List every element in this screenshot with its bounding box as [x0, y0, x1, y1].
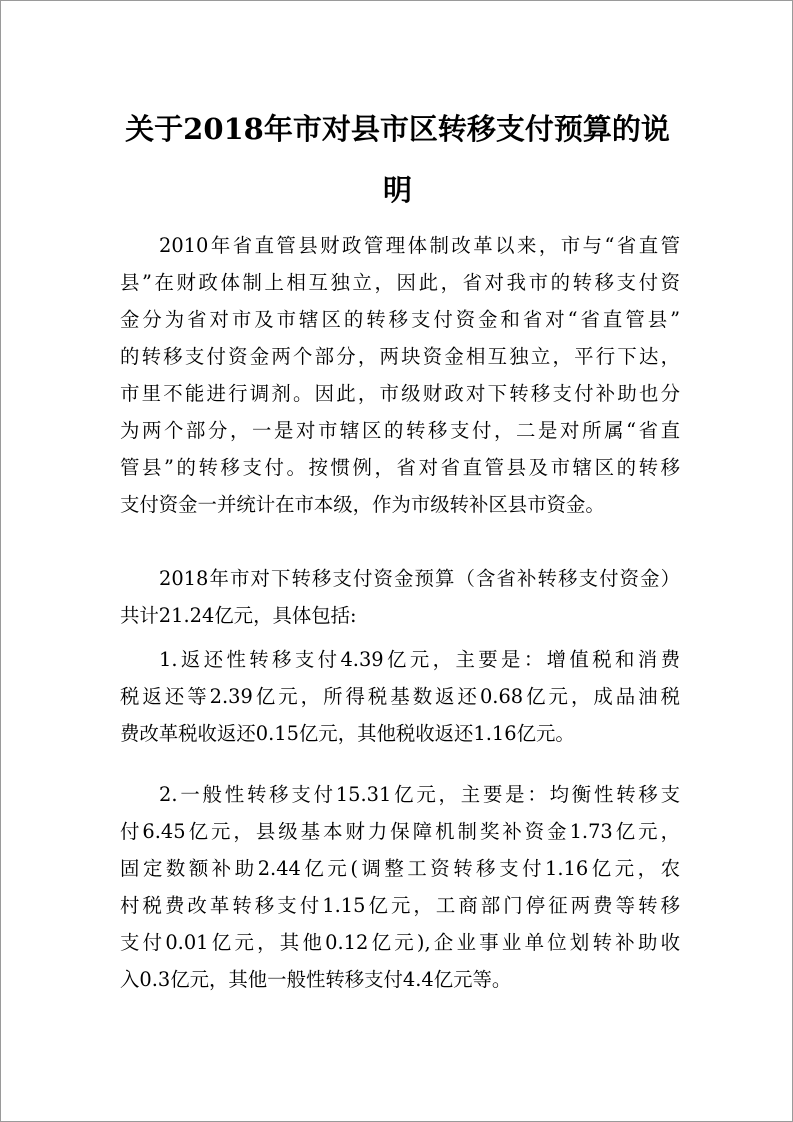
paragraph-3-line: 税返还等2.39亿元，所得税基数返还0.68亿元，成品油税: [120, 685, 680, 708]
paragraph-4-line: 2.一般性转移支付15.31亿元，主要是：均衡性转移支: [159, 783, 680, 806]
document-title-line-2: 明: [382, 173, 412, 207]
paragraph-1-line: 县”在财政体制上相互独立，因此，省对我市的转移支付资: [120, 271, 680, 294]
paragraph-1-line: 金分为省对市及市辖区的转移支付资金和省对“省直管县”: [120, 308, 680, 331]
paragraph-3-line: 1.返还性转移支付4.39亿元，主要是：增值税和消费: [159, 648, 680, 671]
document-title-line-1: 关于2018年市对县市区转移支付预算的说: [125, 112, 670, 146]
paragraph-1-line: 市里不能进行调剂。因此，市级财政对下转移支付补助也分: [120, 382, 680, 405]
paragraph-4-line: 固定数额补助2.44亿元(调整工资转移支付1.16亿元，农: [120, 857, 680, 880]
paragraph-2-line: 共计21.24亿元，具体包括:: [120, 604, 357, 627]
paragraph-4-line: 村税费改革转移支付1.15亿元，工商部门停征两费等转移: [120, 894, 680, 917]
paragraph-2-line: 2018年市对下转移支付资金预算（含省补转移支付资金）: [159, 567, 680, 590]
paragraph-1-line: 支付资金一并统计在市本级，作为市级转补区县市资金。: [120, 493, 605, 516]
paragraph-1-line: 2010年省直管县财政管理体制改革以来，市与“省直管: [159, 234, 680, 257]
paragraph-4-line: 付6.45亿元，县级基本财力保障机制奖补资金1.73亿元，: [120, 820, 680, 843]
paragraph-3-line: 费改革税收返还0.15亿元，其他税收返还1.16亿元。: [120, 722, 575, 745]
paragraph-1-line: 管县”的转移支付。按惯例，省对省直管县及市辖区的转移: [120, 456, 680, 479]
paragraph-1-line: 的转移支付资金两个部分，两块资金相互独立，平行下达，: [120, 345, 680, 368]
paragraph-4-line: 支付0.01亿元，其他0.12亿元),企业事业单位划转补助收: [120, 931, 680, 954]
paragraph-4-line: 入0.3亿元，其他一般性转移支付4.4亿元等。: [120, 968, 512, 991]
paragraph-1-line: 为两个部分，一是对市辖区的转移支付，二是对所属“省直: [120, 419, 680, 442]
